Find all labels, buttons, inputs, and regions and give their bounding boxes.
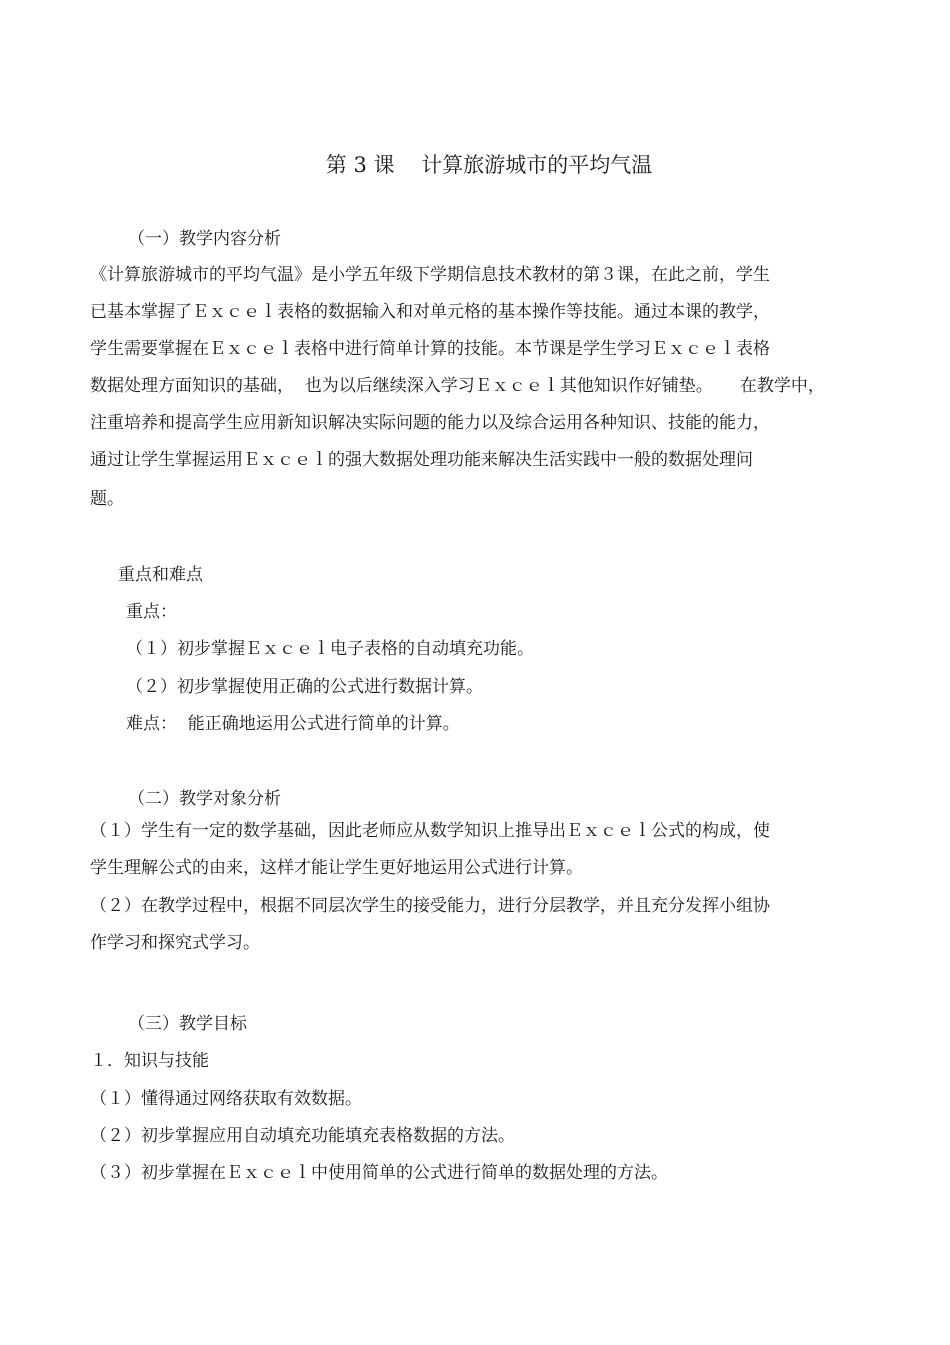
- section-3-subheading: １．知识与技能: [90, 1051, 209, 1071]
- paragraph-line: 注重培养和提高学生应用新知识解决实际问题的能力以及综合运用各种知识、技能的能力，: [90, 413, 770, 433]
- objective-item: （１）懂得通过网络获取有效数据。: [90, 1089, 362, 1109]
- paragraph-line: 学生需要掌握在Ｅｘｃｅｌ表格中进行简单计算的技能。本节课是学生学习Ｅｘｃｅｌ表格: [90, 339, 770, 359]
- objective-item: （３）初步掌握在Ｅｘｃｅｌ中使用简单的公式进行简单的数据处理的方法。: [90, 1163, 668, 1183]
- paragraph-line: 数据处理方面知识的基础， 也为以后继续深入学习Ｅｘｃｅｌ其他知识作好铺垫。 在教学中，: [90, 376, 825, 396]
- paragraph-line: （１）学生有一定的数学基础，因此老师应从数学知识上推导出Ｅｘｃｅｌ公式的构成，使: [90, 821, 770, 841]
- difficulty-line: 难点： 能正确地运用公式进行简单的计算。: [126, 714, 460, 734]
- objective-item: （２）初步掌握应用自动填充功能填充表格数据的方法。: [90, 1126, 515, 1146]
- paragraph-line: （２）在教学过程中，根据不同层次学生的接受能力，进行分层教学，并且充分发挥小组协: [90, 896, 770, 916]
- paragraph-line: 通过让学生掌握运用Ｅｘｃｅｌ的强大数据处理功能来解决生活实践中一般的数据处理问: [90, 450, 753, 470]
- key-points-heading: 重点和难点: [118, 565, 203, 585]
- paragraph-line: 学生理解公式的由来，这样才能让学生更好地运用公式进行计算。: [90, 858, 583, 878]
- lesson-title: 第 3 课 计算旅游城市的平均气温: [325, 153, 653, 177]
- key-point-item: （２）初步掌握使用正确的公式进行数据计算。: [126, 677, 483, 697]
- section-1-heading: （一）教学内容分析: [128, 229, 281, 249]
- paragraph-line: 题。: [90, 489, 124, 509]
- section-2-heading: （二）教学对象分析: [128, 789, 281, 809]
- paragraph-line: 《计算旅游城市的平均气温》是小学五年级下学期信息技术教材的第３课，在此之前，学生: [90, 265, 770, 285]
- key-points-label: 重点：: [126, 602, 177, 622]
- paragraph-line: 作学习和探究式学习。: [90, 933, 260, 953]
- key-point-item: （１）初步掌握Ｅｘｃｅｌ电子表格的自动填充功能。: [126, 639, 534, 659]
- paragraph-line: 已基本掌握了Ｅｘｃｅｌ表格的数据输入和对单元格的基本操作等技能。通过本课的教学，: [90, 302, 770, 322]
- section-3-heading: （三）教学目标: [128, 1014, 247, 1034]
